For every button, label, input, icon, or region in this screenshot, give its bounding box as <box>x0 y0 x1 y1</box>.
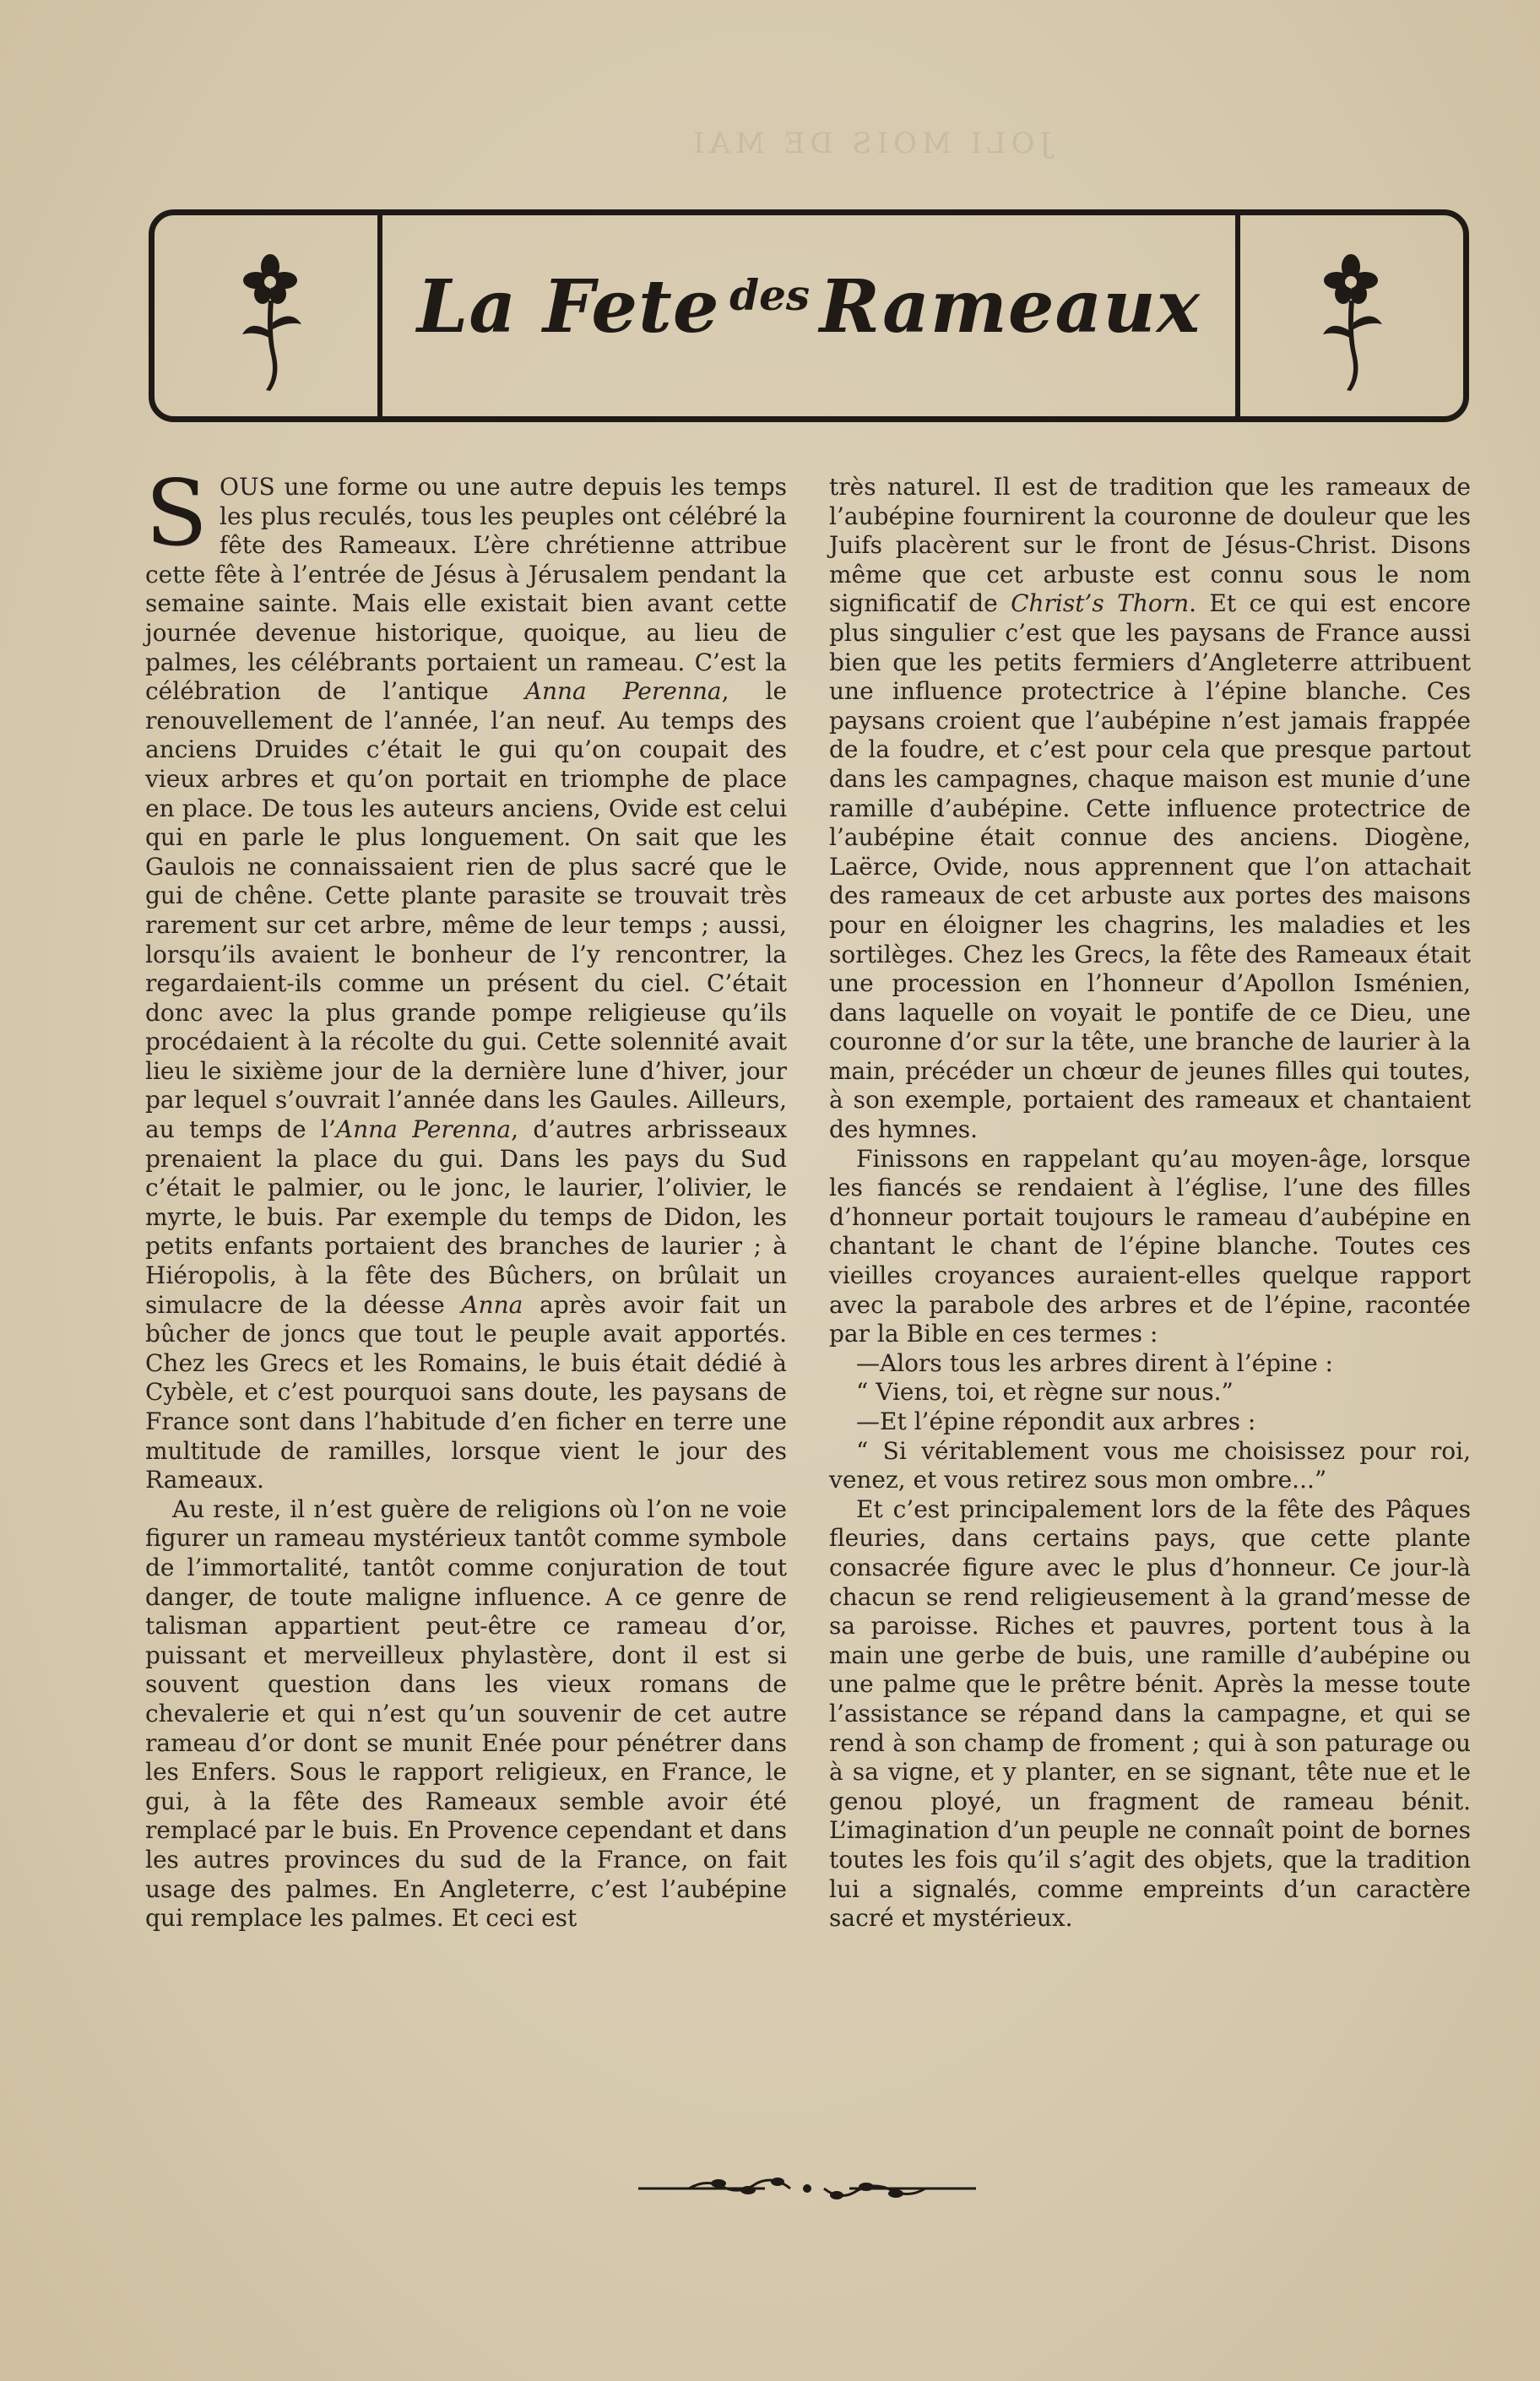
text-run: . Et ce qui est encore plus singulier c’est que les paysans de France aussi bien que les petits fermiers d’Angleterre attribuent une influence protectrice à l’épine blanche. Ces paysans croient que l’aubépine n’est jamais frappée de la foudre, et c’est pour cela que presque partout dans les campagnes, chaque maison est munie d’une ramille d’aubépine. Cette influence protectrice de l’aubépine était connue des anciens. Diogène, Laërce, Ovide, nous apprennent que l’on attachait des rameaux de cet arbuste aux portes des maisons pour en éloigner les chagrins, les maladies et les sortilèges. Chez les Grecs, la fête des Rameaux était une procession en l’honneur d’Apollon Isménien, dans laquelle on voyait le pontife de ce Dieu, une couronne d’or sur la tête, une branche de laurier à la main, précéder un chœur de jeunes filles qui toutes, à son exemple, portaient des rameaux et chantaient des hymnes. <box>829 589 1472 1144</box>
flower-ornament-icon <box>232 253 308 393</box>
dialog-line: “ Viens, toi, et règne sur nous.” <box>856 1378 1234 1407</box>
paragraph: Finissons en rappelant qu’au moyen-âge, lorsque les fiancés se rendaient à l’église, l’une des filles d’honneur portait toujours le rameau d’aubépine en chantant le chant de l’épine blanche. Toutes ces vieilles croyances auraient-elles quelque rapport avec la parabole des arbres et de l’épine, racontée par la Bible en ces termes : <box>829 1144 1471 1348</box>
frame-divider-right <box>1235 209 1240 422</box>
title-part-2: des <box>729 270 811 320</box>
frame-divider-left <box>377 209 382 422</box>
paragraph: Au reste, il n’est guère de religions où l’on ne voie figurer un rameau mystérieux tantôt comme symbole de l’immortalité, tantôt comme conjuration de tout danger, de toute maligne influence. A ce genre de talisman appartient peut-être ce rameau d’or, puissant et merveilleux phylastère, dont il est si souvent question dans les vieux romans de chevalerie et qui n’est qu’un souvenir de cet autre rameau d’or dont se munit Enée pour pénétrer dans les Enfers. Sous le rapport religieux, en France, le gui, à la fête des Rameaux semble avoir été remplacé par le buis. En Provence cependant et dans les autres provinces du sud de la France, on fait usage des palmes. En Angleterre, c’est l’aubépine qui remplace les palmes. Et ceci est <box>145 1494 787 1933</box>
dialog-line: —Et l’épine répondit aux arbres : <box>856 1407 1256 1435</box>
text-run: très naturel. Il est de tradition que les rameaux de l’aubépine fournirent la couronne de douleur que les Juifs placèrent sur le front de Jésus-Christ. Disons même que cet arbuste est connu sous le nom significatif de <box>829 473 1471 618</box>
paragraph <box>145 461 788 1495</box>
paragraph <box>829 473 1471 1145</box>
title-frame <box>149 209 1469 422</box>
italic-run: Anna Perenna <box>335 1115 512 1144</box>
fleuron-ornament-icon <box>638 2172 976 2205</box>
text-run: , d’autres arbrisseaux prenaient la place du gui. Dans les pays du Sud c’était le palmier, ou le jonc, le laurier, l’olivier, le myrte, le buis. Par exemple du temps de Didon, les petits enfants portaient des branches de laurier ; à Hiéropolis, à la fête des Bûchers, on brûlait un simulacre de la déesse <box>145 1115 787 1319</box>
dialog-line: —Alors tous les arbres dirent à l’épine : <box>856 1348 1333 1377</box>
title-part-1: La Fete <box>416 264 720 350</box>
flower-ornament-icon <box>1313 253 1389 393</box>
title-part-3: Rameaux <box>819 264 1201 350</box>
paragraph: Et c’est principalement lors de la fête des Pâques fleuries, dans certains pays, que cette plante consacrée figure avec le plus d’honneur. Ce jour-là chacun se rend religieusement à la grand’messe de sa paroisse. Riches et pauvres, portent tous à la main une gerbe de buis, une ramille d’aubépine ou une palme que le prêtre bénit. Après la messe toute l’assistance se répand dans la campagne, et qui se rend à son champ de froment ; qui à son paturage ou à sa vigne, et y planter, en se signant, tête nue et le genou ployé, un fragment de rameau bénit. L’imagination d’un peuple ne connaît point de bornes toutes les fois qu’il s’agit des objets, que la tradition lui a signalés, comme empreints d’un caractère sacré et mystérieux. <box>829 1494 1471 1933</box>
italic-run: Anna Perenna <box>524 677 722 706</box>
article-column-right <box>829 473 1471 1934</box>
dialog-line: “ Si véritablement vous me choisissez pour roi, venez, et vous retirez sous mon ombre...” <box>829 1436 1471 1494</box>
text-run: après avoir fait un bûcher de joncs que tout le peuple avait apportés. Chez les Grecs et les Romains, le buis était dédié à Cybèle, et c’est pourquoi sans doute, les paysans de France sont dans l’habitude d’en ficher en terre une multitude de ramilles, lorsque vient le jour des Rameaux. <box>145 1290 787 1494</box>
italic-run: Anna <box>461 1290 523 1319</box>
article-column-left <box>145 461 788 1934</box>
text-run: OUS une forme ou une autre depuis les temps les plus reculés, tous les peuples ont célébré la fête des Rameaux. L’ère chrétienne attribue cette fête à l’entrée de Jésus à Jérusalem pendant la semaine sainte. Mais elle existait bien avant cette journée devenue historique, quoique, au lieu de palmes, les célébrants portaient un rameau. C’est la célébration de l’antique <box>145 473 787 706</box>
italic-run: Christ’s Thorn <box>1011 589 1190 618</box>
drop-cap: S <box>145 461 208 567</box>
bleed-through-header: JOLI MOIS DE MAI <box>687 127 1052 160</box>
text-run: , le renouvellement de l’année, l’an neuf. Au temps des anciens Druides c’était le gui qu’on coupait des vieux arbres et qu’on portait en triomphe de place en place. De tous les auteurs anciens, Ovide est celui qui en parle le plus longuement. On sait que les Gaulois ne connaissaient rien de plus sacré que le gui de chêne. Cette plante parasite se trouvait très rarement sur cet arbre, même de leur temps ; aussi, lorsqu’ils avaient le bonheur de l’y rencontrer, la regardaient-ils comme un présent du ciel. C’était donc avec la plus grande pompe religieuse qu’ils procédaient à la récolte du gui. Cette solennité avait lieu le sixième jour de la dernière lune d’hiver, jour par lequel s’ouvrait l’année dans les Gaules. Ailleurs, au temps de l’ <box>145 677 788 1144</box>
page-title <box>399 264 1218 374</box>
